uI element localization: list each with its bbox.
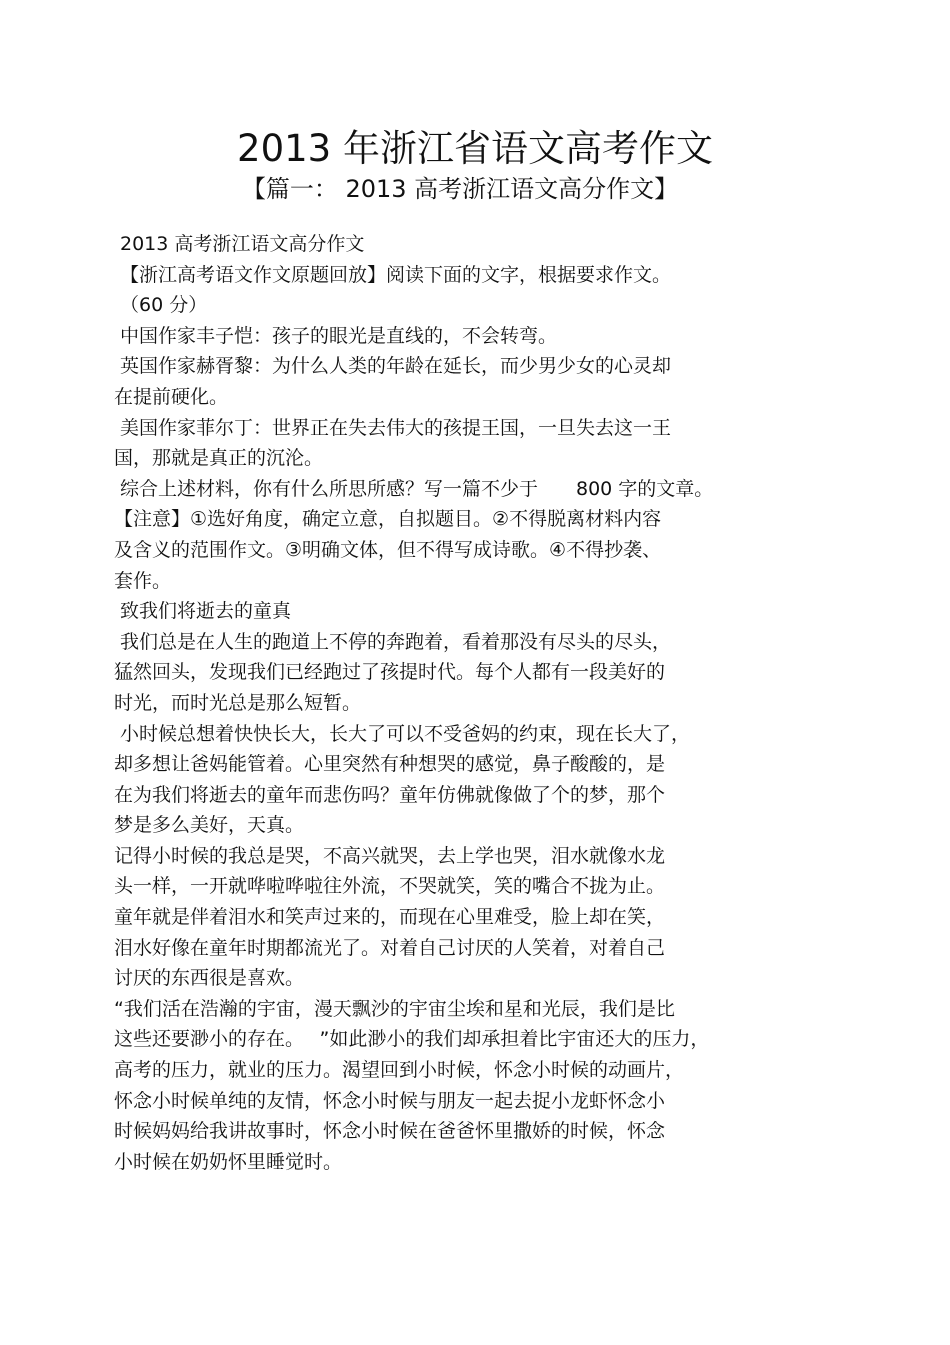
text-line: 在为我们将逝去的童年而悲伤吗？童年仿佛就像做了个的梦，那个 — [114, 783, 666, 806]
text-line: 国，那就是真正的沉沦。 — [114, 447, 324, 470]
text-line: 梦是多么美好，天真。 — [114, 814, 305, 837]
text-line: 英国作家赫胥黎：为什么人类的年龄在延长，而少男少女的心灵却 — [120, 355, 672, 378]
text-line: 2013 高考浙江语文高分作文 — [120, 233, 365, 255]
text-line: 及含义的范围作文。③明确文体，但不得写成诗歌。④不得抄袭、 — [114, 538, 662, 561]
text-line: 小时候总想着快快长大，长大了可以不受爸妈的约束，现在长大了， — [120, 722, 691, 745]
text-line: 记得小时候的我总是哭，不高兴就哭，去上学也哭，泪水就像水龙 — [114, 844, 666, 867]
text-line: 综合上述材料，你有什么所思所感？写一篇不少于 800 字的文章。 — [120, 477, 714, 500]
text-line: 【浙江高考语文作文原题回放】阅读下面的文字，根据要求作文。 — [120, 263, 672, 286]
text-line: 童年就是伴着泪水和笑声过来的，而现在心里难受，脸上却在笑， — [114, 906, 666, 929]
text-line: （60 分） — [120, 294, 208, 317]
text-line: 却多想让爸妈能管着。心里突然有种想哭的感觉，鼻子酸酸的，是 — [114, 753, 666, 776]
text-line: 头一样，一开就哗啦哗啦往外流，不哭就笑，笑的嘴合不拢为止。 — [114, 875, 666, 898]
text-line: “我们活在浩瀚的宇宙，漫天飘沙的宇宙尘埃和星和光辰，我们是比 — [114, 997, 675, 1020]
text-line: 中国作家丰子恺：孩子的眼光是直线的，不会转弯。 — [120, 324, 558, 347]
text-line: 我们总是在人生的跑道上不停的奔跑着，看着那没有尽头的尽头， — [120, 630, 672, 653]
document-subtitle: 【篇一： 2013 高考浙江语文高分作文】 — [241, 175, 679, 203]
text-line: 这些还要渺小的存在。 ”如此渺小的我们却承担着比宇宙还大的压力， — [114, 1028, 710, 1051]
text-line: 套作。 — [114, 569, 172, 592]
document-body — [114, 229, 814, 1177]
text-line: 泪水好像在童年时期都流光了。对着自己讨厌的人笑着，对着自己 — [114, 936, 666, 959]
text-line: 时光，而时光总是那么短暂。 — [114, 691, 362, 714]
text-line: 高考的压力，就业的压力。渴望回到小时候，怀念小时候的动画片， — [114, 1059, 685, 1082]
text-line: 致我们将逝去的童真 — [120, 600, 292, 623]
text-line: 怀念小时候单纯的友情，怀念小时候与朋友一起去捉小龙虾怀念小 — [114, 1089, 666, 1112]
text-line: 【注意】①选好角度，确定立意，自拟题目。②不得脱离材料内容 — [114, 508, 662, 531]
text-line: 讨厌的东西很是喜欢。 — [114, 967, 305, 990]
text-line: 美国作家菲尔丁：世界正在失去伟大的孩提王国，一旦失去这一王 — [120, 416, 672, 439]
text-line: 时候妈妈给我讲故事时，怀念小时候在爸爸怀里撒娇的时候，怀念 — [114, 1120, 666, 1143]
document-title: 2013 年浙江省语文高考作文 — [237, 127, 713, 170]
text-line: 在提前硬化。 — [114, 385, 229, 408]
text-line: 猛然回头，发现我们已经跑过了孩提时代。每个人都有一段美好的 — [114, 661, 666, 684]
text-line: 小时候在奶奶怀里睡觉时。 — [114, 1150, 343, 1173]
